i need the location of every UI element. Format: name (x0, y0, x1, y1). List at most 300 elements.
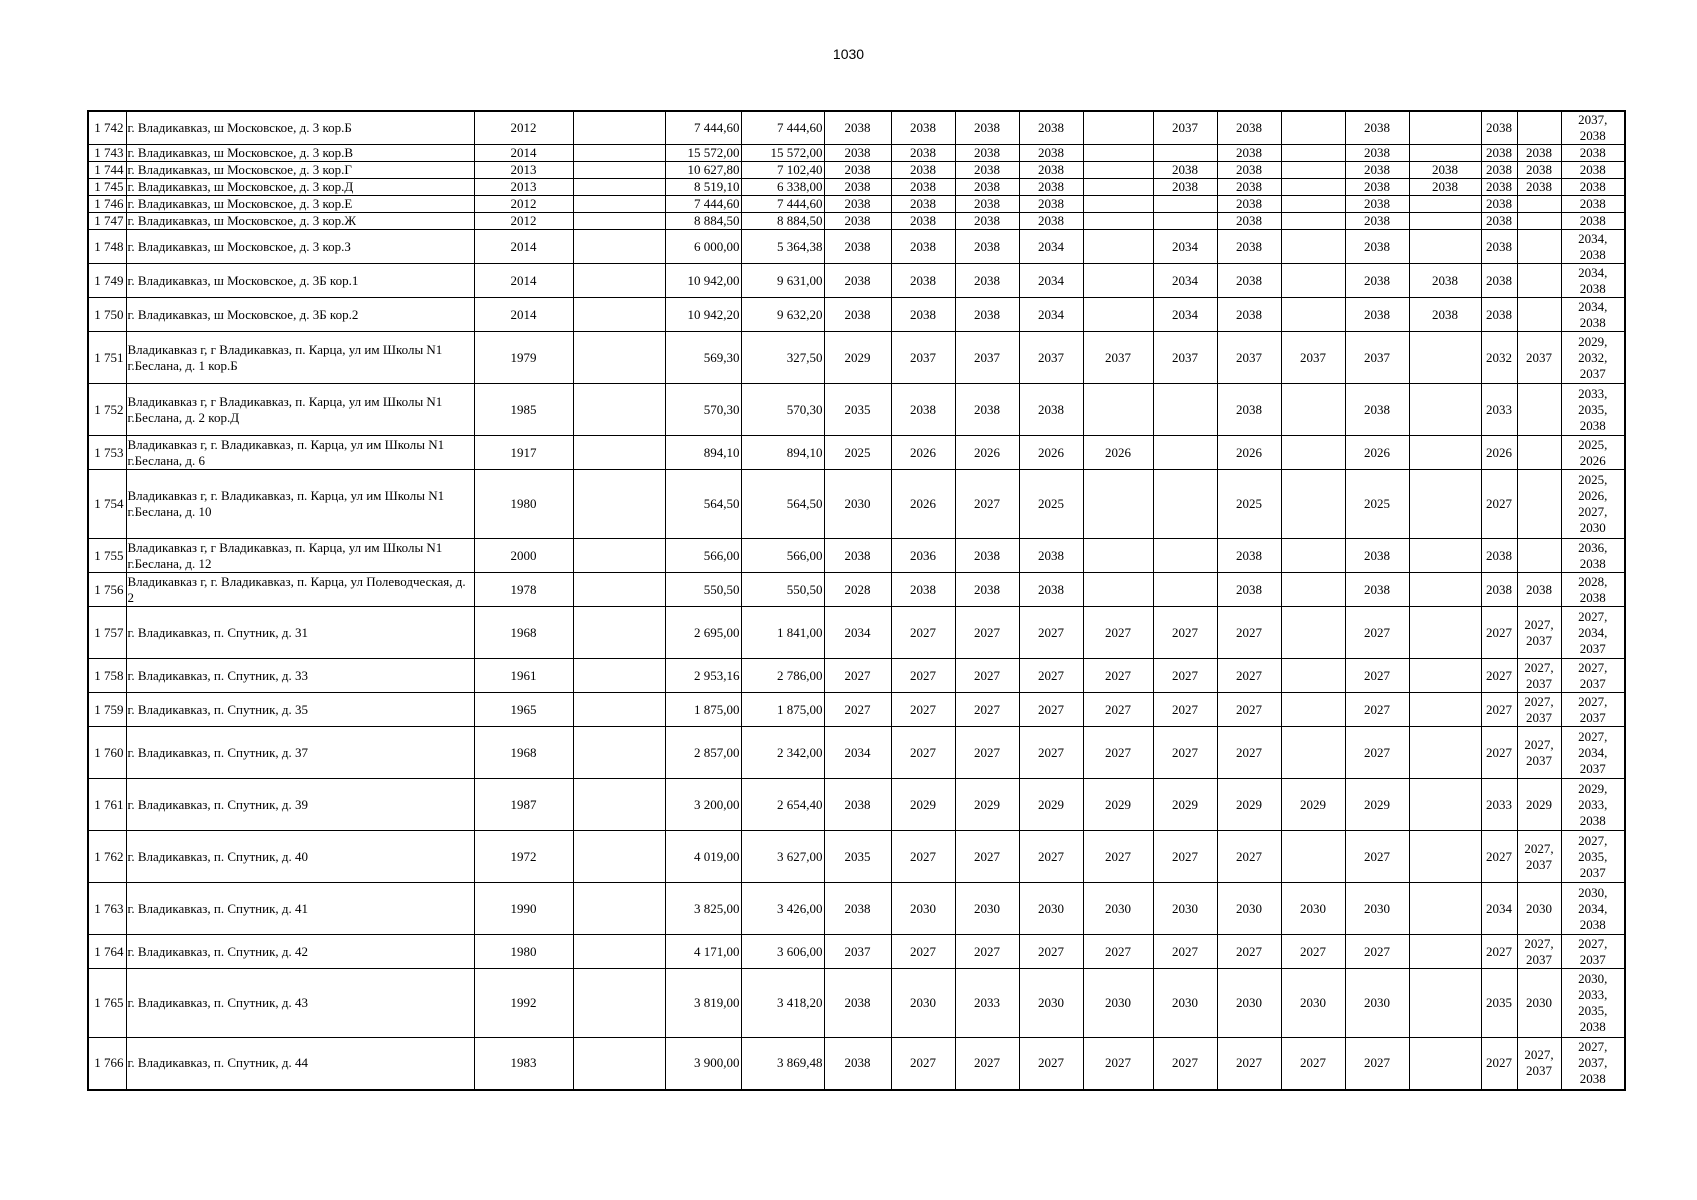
year-plan-cell-text: 2027 (910, 943, 936, 959)
year-plan-cell (824, 573, 891, 607)
years-list-cell (1561, 298, 1625, 332)
year-plan-cell (1217, 264, 1281, 298)
year-plan-cell (1409, 1038, 1481, 1090)
year-plan-cell (824, 264, 891, 298)
year-plan-cell (1517, 332, 1561, 384)
year-plan-cell (1281, 179, 1345, 196)
year-plan-cell-text: 2033 (1486, 401, 1512, 417)
year-cell-text: 1990 (510, 900, 537, 916)
year-plan-cell-text: 2038 (1236, 213, 1262, 228)
year-plan-cell (891, 111, 955, 145)
table-row (88, 145, 1625, 162)
year-plan-cell (891, 145, 955, 162)
year-plan-cell (1409, 298, 1481, 332)
year-plan-cell (891, 539, 955, 573)
year-plan-cell-text: 2038 (1432, 179, 1458, 194)
year-plan-cell (1217, 969, 1281, 1038)
year-plan-cell (1217, 179, 1281, 196)
area-living-cell (741, 935, 824, 969)
table-row (88, 162, 1625, 179)
year-plan-cell (824, 779, 891, 831)
area-total-cell (665, 332, 741, 384)
area-living-cell (741, 332, 824, 384)
year-plan-cell-text: 2027 (1236, 624, 1262, 640)
area-total-cell (665, 779, 741, 831)
area-total-cell-text: 3 825,00 (694, 900, 740, 916)
year-plan-cell-text: 2038 (910, 213, 936, 228)
area-living-cell-text: 566,00 (786, 547, 823, 563)
row-number (88, 693, 126, 727)
address-cell (126, 607, 474, 659)
year-plan-cell (891, 831, 955, 883)
year-cell (474, 436, 573, 470)
year-cell-text: 1983 (510, 1055, 537, 1071)
table-row (88, 1038, 1625, 1090)
address-cell-text: г. Владикавказ, ш Московское, д. 3 кор.Д (127, 179, 354, 194)
year-plan-cell (1153, 230, 1217, 264)
empty-cell (573, 969, 665, 1038)
year-plan-cell-text: 2027, 2037 (1524, 736, 1554, 768)
year-plan-cell (955, 162, 1019, 179)
year-plan-cell (1153, 607, 1217, 659)
year-plan-cell-text: 2038 (974, 179, 1000, 194)
year-plan-cell (891, 727, 955, 779)
year-plan-cell-text: 2038 (844, 213, 871, 228)
year-plan-cell (1517, 436, 1561, 470)
year-cell-text: 2014 (510, 145, 537, 160)
year-cell-text: 1978 (510, 581, 537, 597)
years-list-cell (1561, 727, 1625, 779)
year-plan-cell-text: 2038 (1236, 120, 1262, 135)
page-number: 1030 (832, 46, 865, 62)
year-plan-cell-text: 2027 (1038, 1055, 1064, 1071)
year-plan-cell (824, 162, 891, 179)
year-plan-cell (1019, 196, 1083, 213)
area-total-cell (665, 659, 741, 693)
year-plan-cell-text: 2027 (910, 1055, 936, 1071)
years-list-cell (1561, 332, 1625, 384)
year-cell-text: 1985 (510, 401, 537, 417)
year-plan-cell (955, 332, 1019, 384)
empty-cell (573, 607, 665, 659)
area-total-cell-text: 1 875,00 (694, 701, 740, 717)
year-plan-cell (1517, 1038, 1561, 1090)
year-plan-cell-text: 2038 (910, 581, 936, 597)
year-plan-cell (955, 196, 1019, 213)
year-plan-cell-text: 2038 (1364, 401, 1390, 417)
year-plan-cell (891, 470, 955, 539)
year-plan-cell (1217, 727, 1281, 779)
year-cell (474, 1038, 573, 1090)
year-plan-cell (1517, 659, 1561, 693)
area-total-cell (665, 196, 741, 213)
year-plan-cell (1481, 196, 1517, 213)
year-plan-cell (1517, 607, 1561, 659)
address-cell-text: Владикавказ г, г Владикавказ, п. Карца, ул им Школы N1 г.Беслана, д. 1 кор.Б (127, 341, 443, 373)
year-plan-cell (1345, 727, 1409, 779)
table-row (88, 264, 1625, 298)
year-plan-cell-text: 2027 (1300, 1055, 1326, 1071)
year-plan-cell-text: 2037 (1236, 349, 1262, 365)
year-plan-cell-text: 2029 (974, 796, 1000, 812)
year-plan-cell (891, 693, 955, 727)
year-plan-cell-text: 2038 (1236, 162, 1262, 177)
year-plan-cell (1345, 831, 1409, 883)
row-number-text: 1 751 (94, 349, 124, 365)
year-plan-cell-text: 2038 (1526, 162, 1552, 177)
year-plan-cell (824, 659, 891, 693)
year-plan-cell-text: 2038 (1486, 272, 1512, 288)
year-plan-cell (891, 659, 955, 693)
year-plan-cell-text: 2038 (1486, 306, 1512, 322)
years-list-cell-text: 2034, 2038 (1578, 230, 1608, 262)
year-plan-cell (1153, 883, 1217, 935)
table-row (88, 659, 1625, 693)
year-plan-cell-text: 2037 (1172, 120, 1198, 135)
year-plan-cell (1217, 470, 1281, 539)
row-number (88, 111, 126, 145)
year-plan-cell-text: 2027 (1364, 667, 1390, 683)
year-plan-cell (1083, 693, 1153, 727)
table-row (88, 539, 1625, 573)
year-plan-cell-text: 2038 (1038, 145, 1064, 160)
row-number-text: 1 762 (94, 848, 124, 864)
year-plan-cell-text: 2027 (974, 848, 1000, 864)
year-plan-cell (891, 196, 955, 213)
year-plan-cell-text: 2038 (1364, 179, 1390, 194)
area-living-cell (741, 779, 824, 831)
address-cell (126, 883, 474, 935)
address-cell-text: Владикавказ г, г Владикавказ, п. Карца, ул им Школы N1 г.Беслана, д. 2 кор.Д (127, 393, 443, 425)
area-living-cell-text: 564,50 (786, 496, 823, 511)
address-cell-text: г. Владикавказ, п. Спутник, д. 40 (127, 848, 309, 864)
year-plan-cell (1083, 384, 1153, 436)
year-plan-cell-text: 2030 (1236, 900, 1262, 916)
year-plan-cell-text: 2027 (1038, 943, 1064, 959)
area-total-cell (665, 539, 741, 573)
year-plan-cell (1083, 111, 1153, 145)
year-cell-text: 1972 (510, 848, 537, 864)
year-plan-cell-text: 2038 (1038, 581, 1064, 597)
year-plan-cell (1083, 145, 1153, 162)
year-plan-cell-text: 2034 (844, 744, 871, 760)
year-plan-cell (824, 436, 891, 470)
year-cell-text: 2012 (510, 213, 537, 228)
year-plan-cell-text: 2027 (1486, 667, 1512, 683)
year-plan-cell (1481, 470, 1517, 539)
row-number (88, 162, 126, 179)
year-plan-cell (824, 111, 891, 145)
area-total-cell-text: 10 942,20 (687, 306, 740, 322)
year-plan-cell-text: 2038 (1526, 581, 1552, 597)
year-plan-cell (1481, 213, 1517, 230)
year-plan-cell (955, 145, 1019, 162)
empty-cell (573, 298, 665, 332)
row-number-text: 1 752 (94, 401, 124, 417)
year-plan-cell (1153, 384, 1217, 436)
year-plan-cell-text: 2038 (1364, 145, 1390, 160)
table-row (88, 935, 1625, 969)
year-plan-cell-text: 2027 (1236, 943, 1262, 959)
year-plan-cell (1345, 298, 1409, 332)
year-plan-cell-text: 2037 (1172, 349, 1198, 365)
year-plan-cell (1217, 779, 1281, 831)
year-plan-cell (891, 179, 955, 196)
area-living-cell-text: 3 606,00 (777, 943, 823, 959)
year-plan-cell-text: 2026 (910, 444, 936, 460)
years-list-cell-text: 2038 (1579, 213, 1606, 228)
table-row (88, 111, 1625, 145)
year-plan-cell (824, 727, 891, 779)
year-plan-cell (1153, 179, 1217, 196)
year-plan-cell-text: 2038 (1432, 272, 1458, 288)
area-total-cell-text: 8 884,50 (694, 213, 740, 228)
years-list-cell-text: 2025, 2026 (1578, 436, 1608, 468)
years-list-cell (1561, 1038, 1625, 1090)
year-plan-cell (1517, 298, 1561, 332)
row-number-text: 1 753 (94, 444, 124, 460)
row-number-text: 1 744 (94, 162, 124, 177)
year-plan-cell (1409, 659, 1481, 693)
year-plan-cell (1281, 213, 1345, 230)
address-cell (126, 162, 474, 179)
year-plan-cell (1409, 230, 1481, 264)
year-plan-cell-text: 2038 (1364, 547, 1390, 563)
empty-cell (573, 230, 665, 264)
area-total-cell (665, 384, 741, 436)
year-plan-cell (824, 935, 891, 969)
year-plan-cell-text: 2037 (1105, 349, 1131, 365)
year-plan-cell (955, 230, 1019, 264)
empty-cell (573, 162, 665, 179)
year-plan-cell-text: 2038 (1364, 306, 1390, 322)
year-plan-cell (1481, 1038, 1517, 1090)
area-total-cell (665, 883, 741, 935)
year-plan-cell (955, 539, 1019, 573)
year-plan-cell (824, 145, 891, 162)
area-living-cell (741, 179, 824, 196)
row-number (88, 332, 126, 384)
empty-cell (573, 111, 665, 145)
year-plan-cell (1083, 969, 1153, 1038)
year-plan-cell-text: 2029 (1105, 796, 1131, 812)
years-list-cell-text: 2029, 2032, 2037 (1578, 333, 1608, 381)
year-plan-cell (1409, 436, 1481, 470)
year-plan-cell-text: 2027 (910, 744, 936, 760)
address-cell-text: г. Владикавказ, п. Спутник, д. 31 (127, 624, 309, 640)
year-plan-cell-text: 2034 (1172, 306, 1198, 322)
years-list-cell-text: 2038 (1579, 179, 1606, 194)
empty-cell (573, 727, 665, 779)
area-total-cell-text: 3 819,00 (694, 995, 740, 1010)
year-plan-cell-text: 2038 (1172, 162, 1198, 177)
year-plan-cell-text: 2038 (1236, 581, 1262, 597)
row-number (88, 573, 126, 607)
year-plan-cell (1481, 332, 1517, 384)
year-plan-cell (1281, 935, 1345, 969)
year-plan-cell (1281, 1038, 1345, 1090)
address-cell (126, 470, 474, 539)
area-living-cell (741, 539, 824, 573)
year-plan-cell-text: 2037 (1038, 349, 1064, 365)
year-plan-cell-text: 2038 (974, 145, 1000, 160)
table-row (88, 969, 1625, 1038)
years-list-cell-text: 2027, 2037 (1578, 935, 1608, 967)
year-plan-cell-text: 2038 (974, 581, 1000, 597)
year-plan-cell (1409, 111, 1481, 145)
year-plan-cell-text: 2027, 2037 (1524, 693, 1554, 725)
year-plan-cell-text: 2027 (1172, 1055, 1198, 1071)
year-plan-cell-text: 2029 (1172, 796, 1198, 812)
year-plan-cell (1019, 230, 1083, 264)
year-plan-cell (1345, 264, 1409, 298)
area-total-cell-text: 570,30 (703, 401, 740, 417)
empty-cell (573, 384, 665, 436)
year-cell-text: 1979 (510, 349, 537, 365)
year-plan-cell-text: 2038 (1486, 145, 1512, 160)
year-plan-cell (1345, 659, 1409, 693)
row-number-text: 1 760 (94, 744, 124, 760)
year-plan-cell-text: 2037 (1300, 349, 1326, 365)
years-list-cell-text: 2033, 2035, 2038 (1578, 385, 1608, 433)
year-plan-cell (955, 607, 1019, 659)
area-living-cell (741, 470, 824, 539)
year-plan-cell-text: 2027 (844, 667, 871, 683)
year-plan-cell-text: 2038 (1364, 272, 1390, 288)
year-plan-cell (1153, 332, 1217, 384)
years-list-cell-text: 2030, 2034, 2038 (1578, 884, 1608, 932)
area-living-cell-text: 2 654,40 (777, 796, 823, 812)
year-plan-cell-text: 2027 (1486, 744, 1512, 760)
year-plan-cell-text: 2038 (1486, 162, 1512, 177)
year-plan-cell (1019, 727, 1083, 779)
area-total-cell-text: 7 444,60 (694, 120, 740, 135)
year-plan-cell-text: 2027 (1486, 1055, 1512, 1071)
year-plan-cell-text: 2035 (1486, 995, 1512, 1010)
year-plan-cell (824, 470, 891, 539)
year-plan-cell (1083, 831, 1153, 883)
year-plan-cell (1345, 196, 1409, 213)
year-plan-cell-text: 2038 (1432, 162, 1458, 177)
year-plan-cell (1153, 779, 1217, 831)
area-living-cell-text: 3 869,48 (777, 1055, 823, 1071)
year-plan-cell (1019, 384, 1083, 436)
year-plan-cell-text: 2035 (844, 848, 871, 864)
year-plan-cell (1019, 693, 1083, 727)
year-plan-cell-text: 2038 (910, 179, 936, 194)
table-row (88, 470, 1625, 539)
year-plan-cell (1345, 693, 1409, 727)
year-plan-cell (891, 1038, 955, 1090)
year-plan-cell (1083, 230, 1153, 264)
year-plan-cell (1409, 607, 1481, 659)
year-plan-cell-text: 2038 (1364, 238, 1390, 254)
year-plan-cell (891, 332, 955, 384)
year-plan-cell (1345, 436, 1409, 470)
years-list-cell (1561, 607, 1625, 659)
year-plan-cell-text: 2038 (974, 162, 1000, 177)
area-living-cell (741, 883, 824, 935)
table-body (88, 111, 1625, 1090)
year-plan-cell-text: 2038 (910, 162, 936, 177)
year-plan-cell (955, 883, 1019, 935)
years-list-cell-text: 2027, 2037 (1578, 693, 1608, 725)
area-living-cell-text: 7 102,40 (777, 162, 823, 177)
year-plan-cell (891, 883, 955, 935)
year-plan-cell (1281, 332, 1345, 384)
year-plan-cell-text: 2025 (1038, 496, 1064, 511)
address-cell-text: г. Владикавказ, п. Спутник, д. 33 (127, 667, 309, 683)
year-plan-cell (1217, 883, 1281, 935)
year-plan-cell (1409, 196, 1481, 213)
row-number-text: 1 766 (94, 1055, 124, 1071)
row-number (88, 436, 126, 470)
year-plan-cell-text: 2030 (1526, 900, 1552, 916)
year-plan-cell (824, 693, 891, 727)
year-plan-cell-text: 2027 (1364, 848, 1390, 864)
empty-cell (573, 883, 665, 935)
address-cell (126, 935, 474, 969)
year-plan-cell (1153, 470, 1217, 539)
year-plan-cell-text: 2027 (974, 943, 1000, 959)
year-plan-cell (1083, 162, 1153, 179)
year-plan-cell-text: 2027 (974, 744, 1000, 760)
address-cell-text: Владикавказ г, г. Владикавказ, п. Карца, ул им Школы N1 г.Беслана, д. 10 (127, 488, 445, 519)
area-total-cell-text: 566,00 (703, 547, 740, 563)
table-row (88, 230, 1625, 264)
area-total-cell-text: 3 200,00 (694, 796, 740, 812)
years-list-cell (1561, 659, 1625, 693)
address-cell-text: Владикавказ г, г. Владикавказ, п. Карца, ул Полеводческая, д. 2 (127, 573, 466, 605)
year-plan-cell-text: 2037 (974, 349, 1000, 365)
year-plan-cell-text: 2027 (1300, 943, 1326, 959)
year-plan-cell (955, 436, 1019, 470)
year-plan-cell (1019, 607, 1083, 659)
year-plan-cell-text: 2034 (1172, 272, 1198, 288)
address-cell (126, 111, 474, 145)
years-list-cell-text: 2030, 2033, 2035, 2038 (1578, 971, 1608, 1034)
address-cell (126, 298, 474, 332)
year-plan-cell-text: 2027 (1105, 667, 1131, 683)
row-number-text: 1 763 (94, 900, 124, 916)
area-living-cell (741, 230, 824, 264)
year-plan-cell (1409, 384, 1481, 436)
row-number-text: 1 748 (94, 238, 124, 254)
year-plan-cell (824, 384, 891, 436)
year-plan-cell-text: 2030 (910, 900, 936, 916)
year-plan-cell-text: 2030 (974, 900, 1000, 916)
address-cell (126, 727, 474, 779)
year-plan-cell (1409, 693, 1481, 727)
years-list-cell (1561, 264, 1625, 298)
year-plan-cell-text: 2038 (1236, 547, 1262, 563)
year-plan-cell-text: 2030 (1526, 995, 1552, 1010)
area-total-cell-text: 3 900,00 (694, 1055, 740, 1071)
year-cell-text: 2012 (510, 196, 537, 211)
years-list-cell-text: 2027, 2037, 2038 (1578, 1039, 1608, 1087)
year-plan-cell-text: 2030 (1172, 900, 1198, 916)
year-plan-cell (1481, 384, 1517, 436)
row-number-text: 1 764 (94, 943, 124, 959)
year-plan-cell (1019, 969, 1083, 1038)
area-living-cell (741, 384, 824, 436)
year-cell-text: 1965 (510, 701, 537, 717)
year-plan-cell (955, 264, 1019, 298)
address-cell (126, 332, 474, 384)
year-plan-cell (1345, 935, 1409, 969)
year-plan-cell-text: 2038 (844, 306, 871, 322)
year-cell (474, 539, 573, 573)
